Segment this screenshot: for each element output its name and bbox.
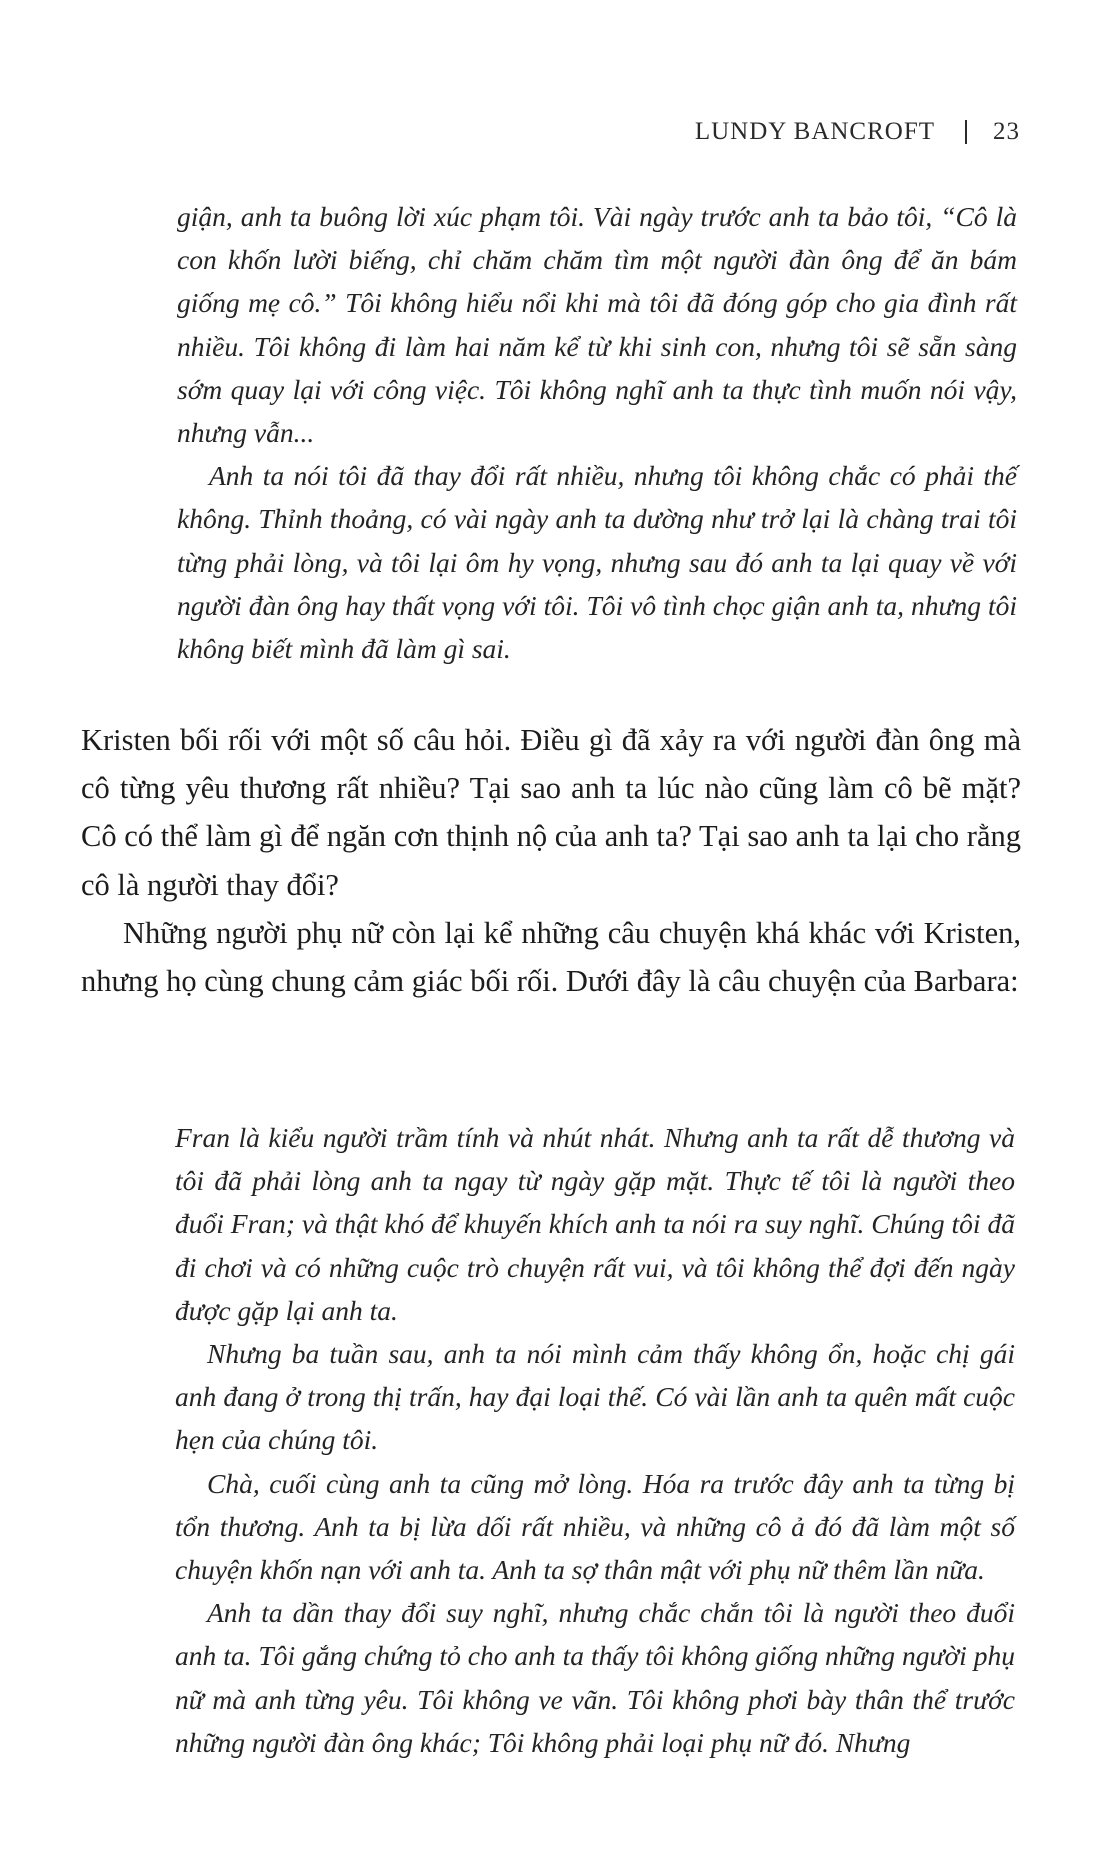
body-text bbox=[81, 716, 1021, 1005]
block-quote-kristen bbox=[177, 195, 1017, 670]
quote-paragraph: Anh ta dần thay đổi suy nghĩ, nhưng chắc chắn tôi là người theo đuổi anh ta. Tôi gắng chứng tỏ cho anh ta thấy tôi không giống những người phụ nữ mà anh từng yêu. Tôi không ve vãn. Tôi không phơi bày thân thể trước những người đàn ông khác; Tôi không phải loại phụ nữ đó. Nhưng bbox=[175, 1597, 1015, 1758]
block-quote-barbara bbox=[175, 1116, 1015, 1764]
running-header bbox=[695, 118, 1020, 146]
body-paragraph: Kristen bối rối với một số câu hỏi. Điều gì đã xảy ra với người đàn ông mà cô từng yêu thương rất nhiều? Tại sao anh ta lúc nào cũng làm cô bẽ mặt? Cô có thể làm gì để ngăn cơn thịnh nộ của anh ta? Tại sao anh ta lại cho rằng cô là người thay đổi? bbox=[81, 723, 1021, 902]
quote-paragraph: giận, anh ta buông lời xúc phạm tôi. Vài ngày trước anh ta bảo tôi, “Cô là con khốn lười biếng, chỉ chăm chăm tìm một người đàn ông để ăn bám giống mẹ cô.” Tôi không hiểu nổi khi mà tôi đã đóng góp cho gia đình rất nhiều. Tôi không đi làm hai năm kể từ khi sinh con, nhưng tôi sẽ sẵn sàng sớm quay lại với công việc. Tôi không nghĩ anh ta thực tình muốn nói vậy, nhưng vẫn... bbox=[177, 201, 1017, 449]
header-page-number: 23 bbox=[993, 118, 1020, 145]
body-paragraph: Những người phụ nữ còn lại kể những câu chuyện khá khác với Kristen, nhưng họ cùng chung cảm giác bối rối. Dưới đây là câu chuyện của Barbara: bbox=[81, 915, 1021, 999]
header-author: LUNDY BANCROFT bbox=[694, 118, 935, 145]
quote-paragraph: Anh ta nói tôi đã thay đổi rất nhiều, nhưng tôi không chắc có phải thế không. Thỉnh thoảng, có vài ngày anh ta dường như trở lại là chàng trai tôi từng phải lòng, và tôi lại ôm hy vọng, nhưng sau đó anh ta lại quay về với người đàn ông hay thất vọng với tôi. Tôi vô tình chọc giận anh ta, nhưng tôi không biết mình đã làm gì sai. bbox=[177, 460, 1017, 665]
quote-paragraph: Fran là kiểu người trầm tính và nhút nhát. Nhưng anh ta rất dễ thương và tôi đã phải lòng anh ta ngay từ ngày gặp mặt. Thực tế tôi là người theo đuổi Fran; và thật khó để khuyến khích anh ta nói ra suy nghĩ. Chúng tôi đã đi chơi và có những cuộc trò chuyện rất vui, và tôi không thể đợi đến ngày được gặp lại anh ta. bbox=[175, 1122, 1015, 1326]
quote-paragraph: Nhưng ba tuần sau, anh ta nói mình cảm thấy không ổn, hoặc chị gái anh đang ở trong thị trấn, hay đại loại thế. Có vài lần anh ta quên mất cuộc hẹn của chúng tôi. bbox=[175, 1338, 1015, 1456]
quote-paragraph: Chà, cuối cùng anh ta cũng mở lòng. Hóa ra trước đây anh ta từng bị tổn thương. Anh ta bị lừa dối rất nhiều, và những cô ả đó đã làm một số chuyện khốn nạn với anh ta. Anh ta sợ thân mật với phụ nữ thêm lần nữa. bbox=[175, 1467, 1015, 1586]
header-separator bbox=[965, 120, 967, 144]
